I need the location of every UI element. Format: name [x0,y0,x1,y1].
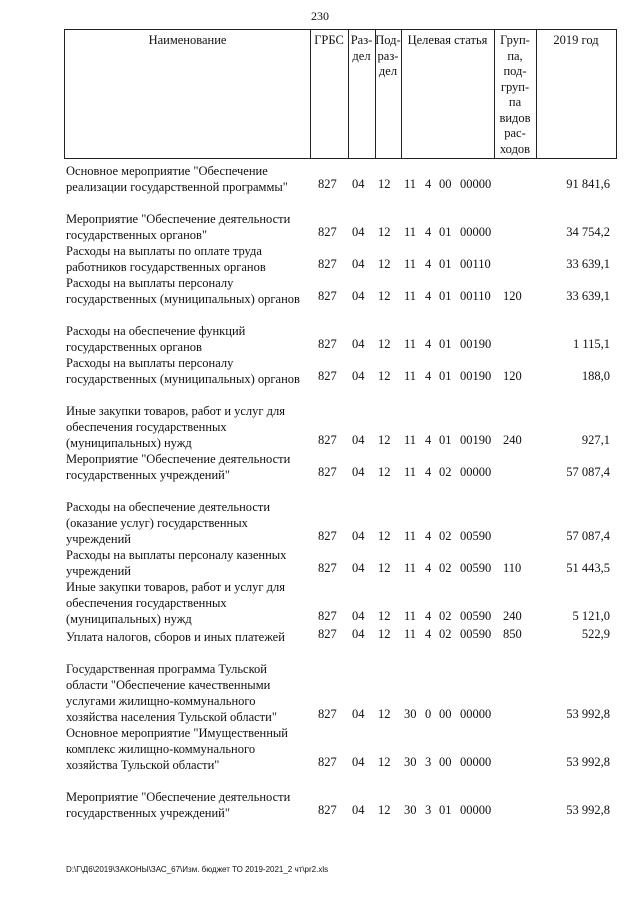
cell-grbs: 827 [318,433,337,447]
table-header [64,29,617,159]
cell-t1: 11 [404,289,417,303]
cell-grbs: 827 [318,609,337,623]
cell-vr: 120 [503,369,522,383]
cell-t2: 4 [425,561,432,575]
row-name: Уплата налогов, сборов и иных платежей [66,630,285,644]
cell-pr: 12 [378,177,391,191]
header-group: Груп- па, под- груп- па видов рас- ходов [499,33,531,156]
cell-rz: 04 [352,529,365,543]
header-target: Целевая статья [407,33,488,47]
cell-t1: 11 [404,561,417,575]
header-grbs: ГРБС [314,33,344,47]
cell-grbs: 827 [318,561,337,575]
cell-rz: 04 [352,755,365,769]
cell-grbs: 827 [318,803,337,817]
cell-sum-2019: 57 087,4 [566,529,610,543]
cell-sum-2019: 33 639,1 [566,289,610,303]
cell-rz: 04 [352,337,365,351]
cell-sum-2019: 5 121,0 [572,609,610,623]
cell-grbs: 827 [318,177,337,191]
cell-t4: 00590 [460,561,492,575]
cell-t1: 11 [404,225,417,239]
cell-t4: 00000 [460,755,492,769]
row-name: Иные закупки товаров, работ и услуг для обеспечения государственных (муниципальных) нужд [66,580,286,626]
row-name: Расходы на выплаты по оплате труда работников государственных органов [66,244,266,274]
cell-sum-2019: 34 754,2 [566,225,610,239]
cell-pr: 12 [378,369,391,383]
cell-t2: 4 [425,177,432,191]
cell-pr: 12 [378,337,391,351]
cell-t4: 00590 [460,627,492,641]
cell-t4: 00190 [460,337,492,351]
cell-grbs: 827 [318,755,337,769]
cell-pr: 12 [378,755,391,769]
cell-t3: 01 [439,225,452,239]
cell-rz: 04 [352,803,365,817]
cell-rz: 04 [352,627,365,641]
cell-pr: 12 [378,433,391,447]
row-name: Расходы на выплаты персоналу казенных учреждений [66,548,287,578]
cell-t4: 00590 [460,529,492,543]
cell-t2: 0 [425,707,432,721]
cell-t3: 00 [439,755,452,769]
cell-t3: 01 [439,257,452,271]
cell-t3: 01 [439,369,452,383]
row-name: Мероприятие "Обеспечение деятельности государственных учреждений" [66,452,291,482]
cell-t2: 3 [425,755,432,769]
row-name: Иные закупки товаров, работ и услуг для обеспечения государственных (муниципальных) нужд [66,404,286,450]
row-name: Мероприятие "Обеспечение деятельности государственных учреждений" [66,790,291,820]
cell-rz: 04 [352,289,365,303]
cell-sum-2019: 57 087,4 [566,465,610,479]
cell-sum-2019: 33 639,1 [566,257,610,271]
cell-t3: 01 [439,433,452,447]
header-name: Наименование [148,33,227,47]
cell-grbs: 827 [318,337,337,351]
cell-t1: 11 [404,369,417,383]
cell-pr: 12 [378,803,391,817]
cell-rz: 04 [352,369,365,383]
row-name: Расходы на обеспечение деятельности (оказание услуг) государственных учреждений [66,500,271,546]
cell-t2: 4 [425,369,432,383]
cell-t3: 00 [439,707,452,721]
cell-sum-2019: 91 841,6 [566,177,610,191]
page-number: 230 [311,9,329,23]
cell-pr: 12 [378,707,391,721]
cell-t3: 01 [439,289,452,303]
cell-t1: 11 [404,337,417,351]
cell-grbs: 827 [318,707,337,721]
cell-pr: 12 [378,289,391,303]
cell-t4: 00000 [460,803,492,817]
cell-pr: 12 [378,465,391,479]
cell-rz: 04 [352,609,365,623]
cell-vr: 240 [503,433,522,447]
cell-t3: 02 [439,561,452,575]
cell-t2: 3 [425,803,432,817]
cell-t3: 01 [439,337,452,351]
cell-rz: 04 [352,433,365,447]
cell-pr: 12 [378,257,391,271]
cell-t4: 00000 [460,225,492,239]
cell-t2: 4 [425,465,432,479]
cell-grbs: 827 [318,627,337,641]
header-razdel: Раз- дел [350,33,373,63]
cell-rz: 04 [352,707,365,721]
cell-pr: 12 [378,225,391,239]
cell-t4: 00590 [460,609,492,623]
header-podrazdel: Под- раз- дел [375,33,401,78]
row-name: Расходы на выплаты персоналу государственных (муниципальных) органов [66,356,300,386]
cell-t4: 00110 [460,257,491,271]
cell-vr: 120 [503,289,522,303]
cell-t1: 11 [404,177,417,191]
cell-t2: 4 [425,257,432,271]
cell-rz: 04 [352,257,365,271]
cell-t2: 4 [425,609,432,623]
row-name: Основное мероприятие "Обеспечение реализации государственной программы" [66,164,288,194]
cell-t3: 01 [439,803,452,817]
cell-grbs: 827 [318,225,337,239]
cell-sum-2019: 927,1 [581,433,610,447]
cell-pr: 12 [378,627,391,641]
cell-t4: 00190 [460,433,492,447]
cell-t1: 11 [404,257,417,271]
cell-rz: 04 [352,225,365,239]
cell-t2: 4 [425,627,432,641]
cell-t2: 4 [425,529,432,543]
cell-t3: 00 [439,177,452,191]
cell-sum-2019: 188,0 [581,369,610,383]
cell-sum-2019: 53 992,8 [566,707,610,721]
cell-grbs: 827 [318,529,337,543]
cell-t1: 30 [404,707,417,721]
cell-t3: 02 [439,609,452,623]
cell-vr: 110 [503,561,522,575]
row-name: Расходы на выплаты персоналу государственных (муниципальных) органов [66,276,300,306]
cell-t1: 30 [404,803,417,817]
cell-sum-2019: 53 992,8 [566,755,610,769]
cell-rz: 04 [352,177,365,191]
row-name: Основное мероприятие "Имущественный комплекс жилищно-коммунального хозяйства Тульской области" [66,726,288,772]
cell-sum-2019: 522,9 [581,627,610,641]
cell-grbs: 827 [318,465,337,479]
cell-t1: 11 [404,433,417,447]
cell-t4: 00000 [460,177,492,191]
row-name: Мероприятие "Обеспечение деятельности государственных органов" [66,212,291,242]
cell-rz: 04 [352,465,365,479]
cell-t4: 00000 [460,707,492,721]
cell-t4: 00000 [460,465,492,479]
cell-sum-2019: 51 443,5 [566,561,610,575]
cell-pr: 12 [378,561,391,575]
row-name: Расходы на обеспечение функций государственных органов [66,324,246,354]
cell-pr: 12 [378,609,391,623]
cell-sum-2019: 1 115,1 [572,337,610,351]
cell-grbs: 827 [318,289,337,303]
cell-t3: 02 [439,529,452,543]
header-year: 2019 год [553,33,599,47]
cell-sum-2019: 53 992,8 [566,803,610,817]
cell-t2: 4 [425,225,432,239]
cell-t2: 4 [425,337,432,351]
cell-t3: 02 [439,627,452,641]
cell-grbs: 827 [318,257,337,271]
cell-t1: 11 [404,627,417,641]
cell-t1: 11 [404,609,417,623]
cell-t4: 00110 [460,289,491,303]
cell-t3: 02 [439,465,452,479]
cell-t1: 11 [404,529,417,543]
cell-t2: 4 [425,289,432,303]
cell-t1: 11 [404,465,417,479]
cell-grbs: 827 [318,369,337,383]
cell-rz: 04 [352,561,365,575]
cell-vr: 240 [503,609,522,623]
cell-pr: 12 [378,529,391,543]
cell-t4: 00190 [460,369,492,383]
cell-t1: 30 [404,755,417,769]
row-name: Государственная программа Тульской области "Обеспечение качественными услугами жилищно-коммунального хозяйства населения Тульской области" [66,662,277,724]
cell-t2: 4 [425,433,432,447]
file-path-footer: D:\Г\Д6\2019\ЗАКОНЫ\ЗАС_67\Изм. бюджет ТО 2019-2021_2 чт\pr2.xls [66,865,329,874]
cell-vr: 850 [503,627,522,641]
